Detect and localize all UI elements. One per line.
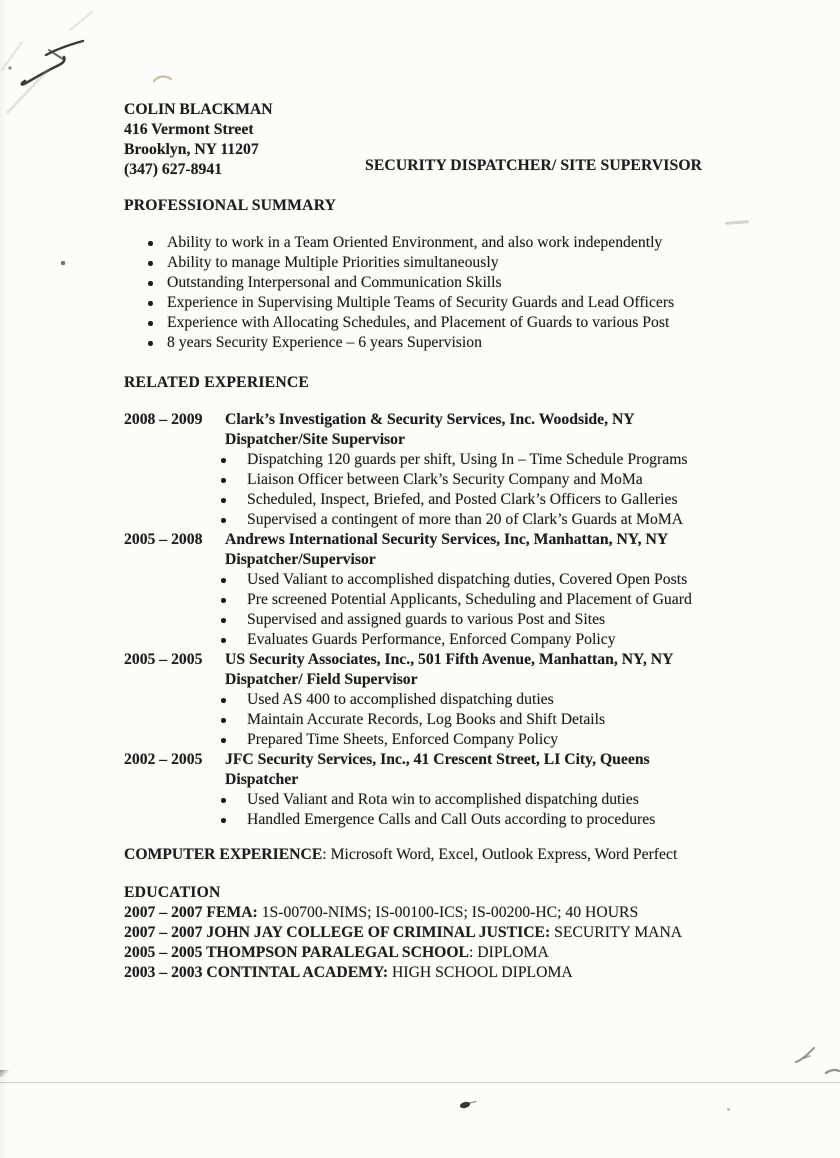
job-bullet-text: Pre screened Potential Applicants, Scheduling and Placement of Guard: [247, 591, 692, 608]
education-entry-bold: 2003 – 2003 CONTINTAL ACADEMY:: [124, 964, 389, 981]
education-entry: [124, 903, 764, 923]
job-bullet: [225, 710, 764, 730]
education-entry-bold: 2007 – 2007 JOHN JAY COLLEGE OF CRIMINAL JUSTICE:: [124, 924, 551, 941]
job-bullet-text: Used Valiant and Rota win to accomplished dispatching duties: [247, 791, 639, 808]
summary-bullet-text: Ability to manage Multiple Priorities simultaneously: [167, 254, 499, 271]
fold-edge-tick-mark: [0, 1070, 9, 1077]
computer-experience-line: [124, 845, 764, 865]
job-role: Dispatcher: [225, 771, 299, 788]
speck-mark: [61, 261, 65, 265]
summary-bullet-text: Experience with Allocating Schedules, and Placement of Guards to various Post: [167, 314, 670, 331]
job-bullet: [225, 610, 764, 630]
education-entry: [124, 923, 764, 943]
summary-bullet: [124, 313, 764, 333]
job-body: [225, 410, 764, 530]
summary-bullet: [124, 233, 764, 253]
speck-mark-2: [727, 1108, 730, 1111]
contact-block: [124, 100, 764, 180]
job-bullet: [225, 810, 764, 830]
job-body: [225, 650, 764, 750]
summary-bullet-text: Ability to work in a Team Oriented Environment, and also work independently: [167, 234, 663, 251]
job-entry: [124, 410, 764, 530]
education-entry-bold: 2005 – 2005 THOMPSON PARALEGAL SCHOOL: [124, 944, 470, 961]
summary-heading: PROFESSIONAL SUMMARY: [124, 197, 337, 214]
job-bullet-text: Supervised a contingent of more than 20 of Clark’s Guards at MoMA: [247, 511, 684, 528]
job-bullet-text: Handled Emergence Calls and Call Outs according to procedures: [247, 811, 656, 828]
education-entry-bold: 2007 – 2007 FEMA:: [124, 904, 258, 921]
job-bullets: [225, 790, 764, 830]
job-entry: [124, 750, 764, 830]
education-entry-rest: HIGH SCHOOL DIPLOMA: [388, 964, 573, 981]
job-bullet-text: Used Valiant to accomplished dispatching duties, Covered Open Posts: [247, 571, 688, 588]
job-bullet-text: Supervised and assigned guards to various Post and Sites: [247, 611, 606, 628]
experience-heading: RELATED EXPERIENCE: [124, 374, 310, 391]
job-entry: [124, 530, 764, 650]
pen-scribble-mark: [0, 0, 130, 125]
document-title: SECURITY DISPATCHER/ SITE SUPERVISOR: [365, 157, 703, 174]
job-bullet: [225, 690, 764, 710]
contact-address-line1: 416 Vermont Street: [124, 121, 254, 138]
summary-bullet-text: Outstanding Interpersonal and Communication Skills: [167, 274, 502, 291]
job-company: Andrews International Security Services, Inc, Manhattan, NY, NY: [225, 531, 669, 548]
education-heading: EDUCATION: [124, 884, 221, 901]
job-company: US Security Associates, Inc., 501 Fifth Avenue, Manhattan, NY, NY: [225, 651, 674, 668]
fold-line-mark: [0, 1082, 840, 1083]
computer-experience-label: COMPUTER EXPERIENCE: [124, 846, 323, 863]
education-entry-rest: SECURITY MANA: [550, 924, 683, 941]
job-dates: 2005 – 2008: [124, 531, 203, 548]
job-bullet: [225, 730, 764, 750]
summary-bullet: [124, 253, 764, 273]
summary-bullet-text: Experience in Supervising Multiple Teams of Security Guards and Lead Officers: [167, 294, 675, 311]
job-role: Dispatcher/ Field Supervisor: [225, 671, 418, 688]
job-bullet-text: Prepared Time Sheets, Enforced Company Policy: [247, 731, 559, 748]
contact-address-line2: Brooklyn, NY 11207: [124, 141, 259, 158]
job-entry: [124, 650, 764, 750]
education-entry-rest: 1S-00700-NIMS; IS-00100-ICS; IS-00200-HC; 40 HOURS: [257, 904, 639, 921]
job-bullet: [225, 490, 764, 510]
job-role: Dispatcher/Supervisor: [225, 551, 376, 568]
job-company: Clark’s Investigation & Security Services, Inc. Woodside, NY: [225, 411, 635, 428]
summary-bullet-text: 8 years Security Experience – 6 years Supervision: [167, 334, 482, 351]
summary-bullet: [124, 333, 764, 353]
job-body: [225, 530, 764, 650]
contact-phone: (347) 627-8941: [124, 161, 223, 178]
job-bullet-text: Dispatching 120 guards per shift, Using In – Time Schedule Programs: [247, 451, 688, 468]
job-dates: 2008 – 2009: [124, 411, 203, 428]
job-bullet-text: Liaison Officer between Clark’s Security Company and MoMa: [247, 471, 643, 488]
job-dates: 2005 – 2005: [124, 651, 203, 668]
job-body: [225, 750, 764, 830]
summary-list: [124, 233, 764, 353]
job-dates: 2002 – 2005: [124, 751, 203, 768]
job-bullet: [225, 590, 764, 610]
computer-experience-text: : Microsoft Word, Excel, Outlook Express, Word Perfect: [322, 846, 678, 863]
job-bullet-text: Scheduled, Inspect, Briefed, and Posted Clark’s Officers to Galleries: [247, 491, 678, 508]
job-bullets: [225, 570, 764, 650]
job-bullet: [225, 450, 764, 470]
job-bullet: [225, 470, 764, 490]
job-company: JFC Security Services, Inc., 41 Crescent Street, LI City, Queens: [225, 751, 650, 768]
job-bullet-text: Evaluates Guards Performance, Enforced Company Policy: [247, 631, 616, 648]
contact-name: COLIN BLACKMAN: [124, 101, 273, 118]
job-bullets: [225, 450, 764, 530]
job-bullet: [225, 790, 764, 810]
summary-bullet: [124, 273, 764, 293]
job-bullets: [225, 690, 764, 750]
job-bullet: [225, 510, 764, 530]
education-entry: [124, 963, 764, 983]
job-bullet: [225, 570, 764, 590]
job-bullet-text: Used AS 400 to accomplished dispatching duties: [247, 691, 554, 708]
experience-jobs: [124, 410, 764, 830]
resume-document: [124, 100, 764, 983]
education-entry-rest: : DIPLOMA: [469, 944, 549, 961]
job-bullet-text: Maintain Accurate Records, Log Books and Shift Details: [247, 711, 606, 728]
education-entry: [124, 943, 764, 963]
job-bullet: [225, 630, 764, 650]
summary-bullet: [124, 293, 764, 313]
ink-blob-mark: [452, 1096, 482, 1114]
phone-title-row: [124, 157, 764, 180]
job-role: Dispatcher/Site Supervisor: [225, 431, 405, 448]
smudge-squiggle-mark: [150, 70, 180, 88]
pen-flicks-mark: [770, 1040, 840, 1085]
